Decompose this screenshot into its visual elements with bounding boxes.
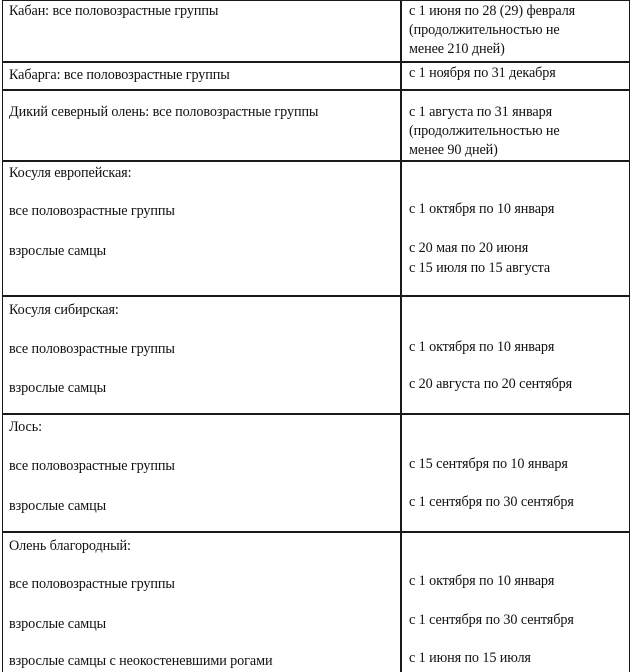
group-label: взрослые самцы [9,380,107,396]
group-label: взрослые самцы [9,616,107,632]
season-period: с 1 июня по 28 (29) февраля [409,3,576,19]
row-divider [2,89,630,91]
season-period-note: (продолжительностью не [409,22,560,38]
season-period: с 1 ноября по 31 декабря [409,65,556,81]
group-label: взрослые самцы [9,243,107,259]
season-period: с 1 октября по 10 января [409,339,555,355]
season-period: с 1 октября по 10 января [409,573,555,589]
season-period: с 15 июля по 15 августа [409,260,551,276]
species-label: Дикий северный олень: все половозрастные группы [9,104,319,120]
row-divider [2,413,630,415]
season-period-note: (продолжительностью не [409,123,560,139]
species-label: Кабарга: все половозрастные группы [9,67,230,83]
season-period-note: менее 90 дней) [409,142,498,158]
species-label: Кабан: все половозрастные группы [9,3,219,19]
species-label: Олень благородный: [9,538,131,554]
species-label: Косуля сибирская: [9,302,119,318]
season-period: с 1 июня по 15 июля [409,650,531,666]
season-period: с 1 сентября по 30 сентября [409,494,574,510]
row-divider [2,531,630,533]
season-period: с 1 августа по 31 января [409,104,553,120]
row-divider [2,160,630,162]
table-border-left [2,0,3,672]
species-label: Лось: [9,419,42,435]
group-label: взрослые самцы с неокостеневшими рогами [9,653,273,669]
season-period: с 20 мая по 20 июня [409,240,529,256]
group-label: взрослые самцы [9,498,107,514]
table-border-right [629,0,630,672]
column-divider [400,0,402,672]
group-label: все половозрастные группы [9,203,175,219]
table-border-top [2,0,630,1]
group-label: все половозрастные группы [9,576,175,592]
group-label: все половозрастные группы [9,458,175,474]
row-divider [2,61,630,63]
row-divider [2,295,630,297]
species-label: Косуля европейская: [9,165,132,181]
season-period: с 20 августа по 20 сентября [409,376,573,392]
group-label: все половозрастные группы [9,341,175,357]
season-period: с 1 октября по 10 января [409,201,555,217]
season-period-note: менее 210 дней) [409,41,505,57]
season-period: с 15 сентября по 10 января [409,456,568,472]
season-period: с 1 сентября по 30 сентября [409,612,574,628]
